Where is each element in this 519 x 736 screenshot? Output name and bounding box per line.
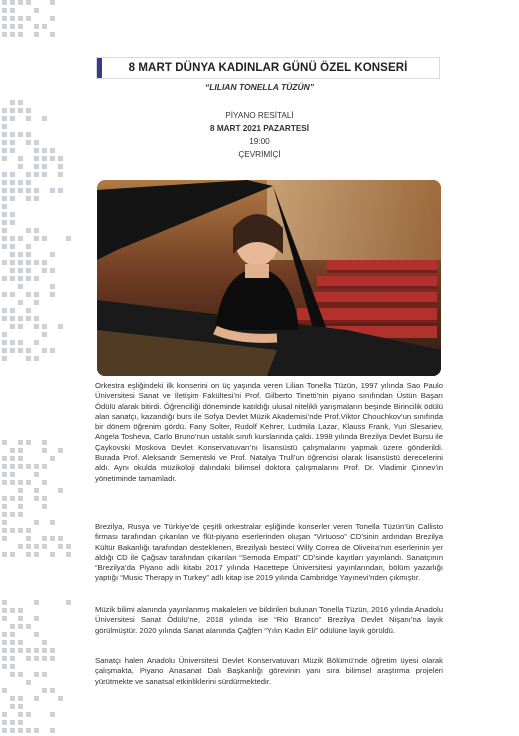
decorative-dot bbox=[34, 552, 39, 557]
decorative-dot bbox=[26, 188, 31, 193]
decorative-dot bbox=[2, 504, 7, 509]
decorative-dot bbox=[2, 260, 7, 265]
decorative-dot bbox=[26, 0, 31, 5]
decorative-dot bbox=[42, 504, 47, 509]
decorative-dot bbox=[34, 672, 39, 677]
decorative-dot bbox=[2, 228, 7, 233]
bio-paragraph-2: Brezilya, Rusya ve Türkiye’de çeşitli orkestralar eşliğinde konserler veren Tonella Tüzün’ün Callisto firması tarafından çıkarılan ve flüt-piyano eserlerinden oluşan “Virtuoso” CD’sinin ardından Brezilya Kültür Bakanlığı tarafından desteklenen, Brezilyalı besteci Willy Correa de Oliveira’nın eserlerinin yer aldığı CD ile Çağsav tarafından çıkarılan “Semoda Empati” CD’sinde kayıtları yayınlandı. Sanatçının “Brezilya’da Piyano adlı kitabı 2017 yılında Hacettepe Üniversitesi yayınlarından, bölüm yazarlığı yaptığı “Music Therapy in Turkey” adlı kitap ise 2019 yılında Cambridge Yayınevi’nden çıkmıştır. bbox=[95, 522, 443, 583]
decorative-dot bbox=[2, 712, 7, 717]
decorative-dot bbox=[2, 600, 7, 605]
decorative-dot bbox=[34, 292, 39, 297]
decorative-dot bbox=[26, 244, 31, 249]
decorative-dot bbox=[34, 300, 39, 305]
decorative-dot bbox=[18, 704, 23, 709]
decorative-dot bbox=[26, 536, 31, 541]
decorative-dot bbox=[58, 488, 63, 493]
decorative-dot bbox=[18, 0, 23, 5]
decorative-dot bbox=[10, 236, 15, 241]
decorative-dot bbox=[42, 440, 47, 445]
decorative-dot bbox=[26, 552, 31, 557]
decorative-dot bbox=[34, 164, 39, 169]
decorative-dot bbox=[26, 260, 31, 265]
decorative-dot bbox=[34, 356, 39, 361]
decorative-dot bbox=[10, 648, 15, 653]
decorative-dot bbox=[2, 496, 7, 501]
decorative-dot bbox=[26, 292, 31, 297]
decorative-dot bbox=[2, 720, 7, 725]
decorative-dot bbox=[10, 480, 15, 485]
decorative-dot bbox=[2, 276, 7, 281]
performer-photo bbox=[97, 180, 441, 376]
decorative-dot bbox=[34, 324, 39, 329]
decorative-dot bbox=[2, 196, 7, 201]
decorative-dot bbox=[50, 252, 55, 257]
decorative-dot bbox=[2, 520, 7, 525]
decorative-dot bbox=[26, 544, 31, 549]
decorative-dot bbox=[18, 488, 23, 493]
decorative-dot bbox=[18, 480, 23, 485]
bio-paragraph-1: Orkestra eşliğindeki ilk konserini on üç yaşında veren Lilian Tonella Tüzün, 1997 yılında Sao Paulo Üniversitesi Sanat ve İletişim Fakültesi’ni Prof. Gilberto Tinetti’nin piyano sınıfından Üstün Başarı Ödülü alarak bitirdi. Öğrenciliği döneminde katıldığı ulusal nitelikli yarışmaların beşinde Birincilik ödülü alan sanatçı, kazandığı burs ile Sofya Devlet Müzik Akademisi’nde Prof.Viktor Chouchkov’un sınıfında bir dönem öğrenim gördü. Fany Solter, Rudolf Kehrer, Ludmila Lazar, Klauss Frank, Yuri Slesariev, Angela Tosheva, Carlo Bruno’nun ustalık sınıfı kurslarında çaldı. 1998 yılında Brezilya Devlet Bursu ile Çaykovski Moskova Devlet Konservatuvarı’nı lisansüstü çalışmalarını yapmak üzere gönderildi. Burada Prof. Aleksandr Sementski ve Prof. Natalya Trull’un öğrencisi olarak lisansüstü derecelerini aldı. Aynı okulda müzikoloji dalındaki bilimsel doktora çalışmalarını Prof. Dr. Vladimir Çinnev’in yönetiminde tamamladı. bbox=[95, 381, 443, 483]
decorative-dot bbox=[2, 472, 7, 477]
decorative-dot bbox=[34, 260, 39, 265]
decorative-dot bbox=[58, 696, 63, 701]
decorative-dot bbox=[10, 196, 15, 201]
decorative-dot bbox=[58, 188, 63, 193]
decorative-dot bbox=[50, 648, 55, 653]
decorative-dot bbox=[26, 528, 31, 533]
decorative-dot bbox=[10, 220, 15, 225]
decorative-dot bbox=[2, 348, 7, 353]
decorative-dot bbox=[10, 672, 15, 677]
decorative-dot bbox=[2, 32, 7, 37]
decorative-dot bbox=[10, 720, 15, 725]
decorative-dot bbox=[34, 316, 39, 321]
decorative-dot bbox=[10, 348, 15, 353]
decorative-dot bbox=[18, 24, 23, 29]
decorative-dot bbox=[42, 332, 47, 337]
decorative-dot bbox=[34, 520, 39, 525]
decorative-dot bbox=[66, 600, 71, 605]
decorative-dot bbox=[18, 348, 23, 353]
decorative-dot bbox=[26, 464, 31, 469]
decorative-dot bbox=[26, 16, 31, 21]
decorative-dot bbox=[2, 512, 7, 517]
decorative-dot bbox=[58, 324, 63, 329]
decorative-dot bbox=[10, 188, 15, 193]
decorative-dot bbox=[26, 316, 31, 321]
decorative-dot bbox=[34, 544, 39, 549]
decorative-dot bbox=[34, 496, 39, 501]
decorative-dot bbox=[18, 608, 23, 613]
decorative-dot bbox=[18, 512, 23, 517]
decorative-dot bbox=[10, 696, 15, 701]
decorative-dot bbox=[26, 648, 31, 653]
decorative-dot bbox=[18, 300, 23, 305]
performer-subtitle: “LILIAN TONELLA TÜZÜN” bbox=[204, 82, 315, 92]
decorative-dot bbox=[26, 180, 31, 185]
decorative-dot bbox=[34, 32, 39, 37]
decorative-dot bbox=[26, 624, 31, 629]
decorative-dot bbox=[18, 616, 23, 621]
decorative-dot bbox=[10, 16, 15, 21]
decorative-dot bbox=[18, 712, 23, 717]
page-title-bar bbox=[96, 57, 440, 79]
decorative-dot bbox=[26, 440, 31, 445]
bio-paragraph-4: Sanatçı halen Anadolu Üniversitesi Devlet Konservatuvarı Müzik Bölümü’nde öğretim üyesi olarak çalışmakta, Piyano Anasanat Dalı Başkanlığı görevinin yanı sıra bilimsel araştırma projeleri yürütmekte ve sanatsal etkinliklerini sürdürmektedir. bbox=[95, 656, 443, 686]
decorative-dot bbox=[18, 640, 23, 645]
decorative-dot bbox=[26, 172, 31, 177]
decorative-dot bbox=[10, 276, 15, 281]
decorative-dot bbox=[34, 656, 39, 661]
decorative-dot bbox=[50, 32, 55, 37]
decorative-dot bbox=[42, 640, 47, 645]
decorative-dot bbox=[2, 212, 7, 217]
page-title: 8 MART DÜNYA KADINLAR GÜNÜ ÖZEL KONSERİ bbox=[128, 62, 408, 74]
decorative-dot bbox=[18, 100, 23, 105]
decorative-dot bbox=[42, 236, 47, 241]
decorative-dot bbox=[10, 608, 15, 613]
decorative-dot bbox=[2, 236, 7, 241]
decorative-dot bbox=[58, 544, 63, 549]
decorative-dot bbox=[42, 172, 47, 177]
decorative-dot bbox=[18, 456, 23, 461]
decorative-dot bbox=[50, 348, 55, 353]
decorative-dot bbox=[18, 284, 23, 289]
decorative-dot bbox=[2, 180, 7, 185]
decorative-dot bbox=[18, 464, 23, 469]
event-date: 8 MART 2021 PAZARTESİ bbox=[209, 124, 310, 133]
decorative-dot bbox=[34, 228, 39, 233]
decorative-dot bbox=[26, 308, 31, 313]
decorative-dot bbox=[18, 696, 23, 701]
decorative-dot bbox=[10, 100, 15, 105]
decorative-dot bbox=[18, 496, 23, 501]
decorative-dot bbox=[26, 712, 31, 717]
decorative-dot bbox=[2, 308, 7, 313]
decorative-dot bbox=[18, 544, 23, 549]
decorative-dot bbox=[58, 172, 63, 177]
decorative-dot bbox=[26, 680, 31, 685]
decorative-dot bbox=[50, 536, 55, 541]
decorative-dot bbox=[2, 340, 7, 345]
decorative-dot bbox=[10, 324, 15, 329]
decorative-dot bbox=[34, 196, 39, 201]
event-time: 19:00 bbox=[249, 137, 270, 146]
decorative-dot bbox=[10, 244, 15, 249]
decorative-dot bbox=[2, 656, 7, 661]
decorative-dot bbox=[34, 188, 39, 193]
decorative-dot bbox=[34, 340, 39, 345]
decorative-dot bbox=[42, 688, 47, 693]
decorative-dot bbox=[42, 324, 47, 329]
decorative-dot bbox=[18, 268, 23, 273]
decorative-dot bbox=[42, 464, 47, 469]
decorative-dot bbox=[50, 456, 55, 461]
decorative-dot bbox=[34, 172, 39, 177]
decorative-dot bbox=[42, 672, 47, 677]
decorative-dot bbox=[26, 348, 31, 353]
decorative-dot bbox=[26, 196, 31, 201]
decorative-dot bbox=[2, 172, 7, 177]
decorative-dot bbox=[42, 656, 47, 661]
decorative-dot bbox=[10, 180, 15, 185]
decorative-dot bbox=[18, 16, 23, 21]
event-type: PİYANO RESİTALİ bbox=[225, 111, 294, 120]
decorative-dot bbox=[10, 512, 15, 517]
decorative-dot bbox=[10, 212, 15, 217]
decorative-dot bbox=[26, 276, 31, 281]
decorative-dot bbox=[50, 292, 55, 297]
decorative-dot bbox=[10, 624, 15, 629]
decorative-dot bbox=[10, 664, 15, 669]
decorative-dot bbox=[2, 244, 7, 249]
decorative-dot bbox=[2, 632, 7, 637]
decorative-dot bbox=[10, 316, 15, 321]
decorative-dot bbox=[2, 728, 7, 733]
decorative-dot bbox=[18, 324, 23, 329]
decorative-dot bbox=[2, 440, 7, 445]
decorative-dot bbox=[2, 464, 7, 469]
decorative-dot bbox=[18, 440, 23, 445]
decorative-dot bbox=[50, 728, 55, 733]
decorative-dot bbox=[18, 188, 23, 193]
decorative-dot bbox=[18, 252, 23, 257]
decorative-dot bbox=[18, 504, 23, 509]
decorative-dot bbox=[18, 448, 23, 453]
decorative-dot bbox=[50, 284, 55, 289]
decorative-dot bbox=[18, 624, 23, 629]
decorative-dot bbox=[2, 332, 7, 337]
decorative-dot bbox=[2, 688, 7, 693]
decorative-dot bbox=[18, 276, 23, 281]
decorative-dot bbox=[34, 276, 39, 281]
decorative-dot bbox=[34, 632, 39, 637]
decorative-dot bbox=[34, 236, 39, 241]
decorative-dot bbox=[2, 188, 7, 193]
decorative-dot bbox=[42, 260, 47, 265]
decorative-dot bbox=[2, 292, 7, 297]
decorative-dot bbox=[50, 188, 55, 193]
decorative-dot bbox=[18, 180, 23, 185]
decorative-dot bbox=[2, 16, 7, 21]
decorative-dot bbox=[2, 648, 7, 653]
decorative-dot bbox=[34, 464, 39, 469]
decorative-dot bbox=[42, 536, 47, 541]
decorative-dot bbox=[18, 672, 23, 677]
decorative-dot bbox=[2, 8, 7, 13]
decorative-dot bbox=[2, 480, 7, 485]
decorative-dot bbox=[42, 268, 47, 273]
decorative-dot bbox=[2, 664, 7, 669]
title-accent-bar bbox=[97, 58, 102, 78]
decorative-dot bbox=[26, 252, 31, 257]
decorative-dot bbox=[18, 164, 23, 169]
decorative-dot bbox=[10, 496, 15, 501]
decorative-dot bbox=[42, 480, 47, 485]
decorative-dot bbox=[50, 656, 55, 661]
decorative-dot bbox=[50, 0, 55, 5]
decorative-dot bbox=[2, 608, 7, 613]
decorative-dot bbox=[26, 356, 31, 361]
decorative-dot bbox=[10, 8, 15, 13]
decorative-dot bbox=[18, 720, 23, 725]
decorative-dot bbox=[10, 472, 15, 477]
decorative-dot bbox=[34, 24, 39, 29]
decorative-dot bbox=[10, 268, 15, 273]
decorative-dot bbox=[34, 472, 39, 477]
decorative-dot bbox=[34, 696, 39, 701]
decorative-dot bbox=[2, 24, 7, 29]
decorative-dot bbox=[10, 0, 15, 5]
decorative-dot bbox=[10, 308, 15, 313]
decorative-dot bbox=[10, 292, 15, 297]
decorative-dot bbox=[18, 32, 23, 37]
decorative-dot bbox=[34, 600, 39, 605]
decorative-dot bbox=[10, 552, 15, 557]
decorative-dot bbox=[10, 528, 15, 533]
decorative-dot bbox=[18, 260, 23, 265]
decorative-dot bbox=[10, 448, 15, 453]
decorative-dot bbox=[2, 552, 7, 557]
decorative-dot bbox=[2, 220, 7, 225]
decorative-dot bbox=[18, 648, 23, 653]
decorative-dot bbox=[26, 656, 31, 661]
decorative-dot bbox=[10, 632, 15, 637]
decorative-dot bbox=[50, 268, 55, 273]
decorative-dot bbox=[10, 640, 15, 645]
decorative-dot bbox=[10, 456, 15, 461]
decorative-dot bbox=[66, 544, 71, 549]
decorative-dot bbox=[10, 704, 15, 709]
decorative-dot bbox=[42, 24, 47, 29]
decorative-dot bbox=[2, 616, 7, 621]
decorative-dot bbox=[10, 728, 15, 733]
decorative-dot bbox=[66, 236, 71, 241]
decorative-dot bbox=[18, 316, 23, 321]
decorative-dot bbox=[26, 228, 31, 233]
decorative-dot bbox=[50, 16, 55, 21]
decorative-dot bbox=[10, 24, 15, 29]
event-mode: ÇEVRİMİÇİ bbox=[238, 150, 281, 159]
decorative-dot bbox=[42, 348, 47, 353]
decorative-dot bbox=[34, 648, 39, 653]
decorative-dot bbox=[2, 640, 7, 645]
decorative-dot bbox=[58, 164, 63, 169]
decorative-dot bbox=[42, 544, 47, 549]
decorative-dot bbox=[58, 448, 63, 453]
decorative-dot bbox=[18, 236, 23, 241]
decorative-dot bbox=[10, 260, 15, 265]
decorative-dot bbox=[10, 252, 15, 257]
bio-paragraph-3: Müzik bilimi alanında yayınlanmış makaleleri ve bildirileri bulunan Tonella Tüzün, 2016 yılında Anadolu Üniversitesi Sanat Ödülü’ne, 2018 yılında ise “Rio Branco” Brezilya Devlet Nişanı’na layık görülmüştür. 2020 yılında Sanat alanında Çağfen “Yılın Kadın Eli” ödülüne layık görüldü. bbox=[95, 605, 443, 635]
decorative-dot bbox=[2, 204, 7, 209]
decorative-dot bbox=[50, 688, 55, 693]
decorative-dot bbox=[10, 32, 15, 37]
decorative-dot bbox=[18, 528, 23, 533]
decorative-dot bbox=[2, 356, 7, 361]
decorative-dot bbox=[42, 164, 47, 169]
decorative-dot bbox=[26, 268, 31, 273]
decorative-dot bbox=[10, 656, 15, 661]
decorative-dot bbox=[2, 316, 7, 321]
decorative-dot bbox=[26, 728, 31, 733]
decorative-dot bbox=[50, 552, 55, 557]
decorative-dot bbox=[2, 456, 7, 461]
decorative-dot bbox=[50, 712, 55, 717]
decorative-dot bbox=[58, 536, 63, 541]
decorative-dot bbox=[10, 172, 15, 177]
decorative-dot bbox=[42, 448, 47, 453]
decorative-dot bbox=[18, 728, 23, 733]
decorative-dot bbox=[34, 728, 39, 733]
decorative-dot bbox=[34, 616, 39, 621]
decorative-dot bbox=[2, 536, 7, 541]
decorative-dot bbox=[18, 340, 23, 345]
decorative-dot bbox=[50, 520, 55, 525]
decorative-dot bbox=[10, 464, 15, 469]
decorative-dot bbox=[2, 528, 7, 533]
decorative-dot bbox=[34, 488, 39, 493]
decorative-dot bbox=[42, 496, 47, 501]
decorative-dot bbox=[10, 340, 15, 345]
decorative-dot bbox=[2, 0, 7, 5]
decorative-dot bbox=[66, 552, 71, 557]
decorative-dot bbox=[34, 8, 39, 13]
decorative-dot bbox=[42, 648, 47, 653]
decorative-dot bbox=[26, 480, 31, 485]
